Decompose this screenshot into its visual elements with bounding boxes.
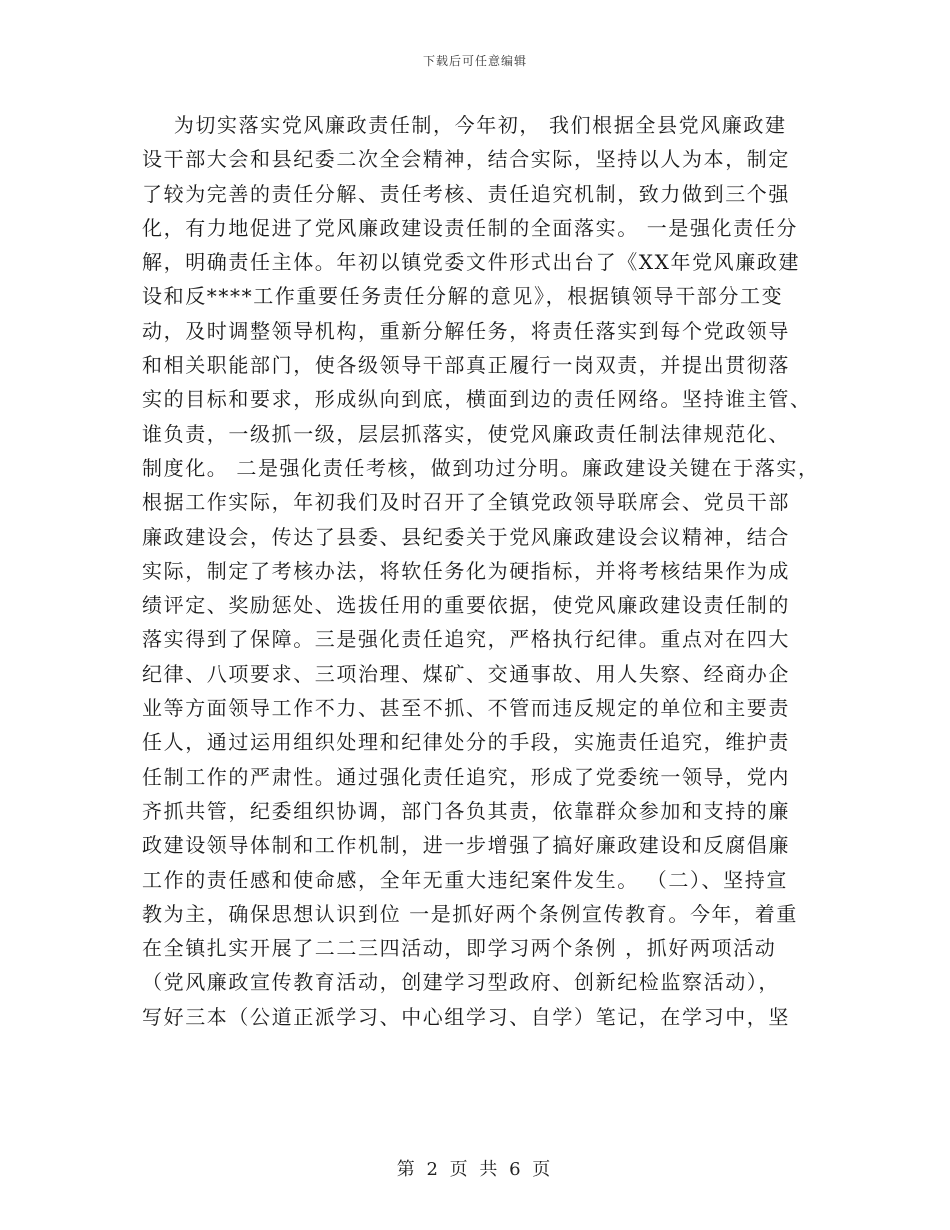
- body-line: （党风廉政宣传教育活动，创建学习型政府、创新纪检监察活动），: [142, 970, 780, 995]
- body-line: 为切实落实党风廉政责任制，今年初， 我们根据全县党风廉政建: [142, 113, 787, 137]
- body-line: 在全镇扎实开展了二二三四活动，即学习两个条例 ，抓好两项活动: [142, 936, 777, 961]
- body-line: 廉政建设会，传达了县委、县纪委关于党风廉政建设会议精神，结合: [142, 524, 790, 549]
- body-line: 了较为完善的责任分解、责任考核、责任追究机制，致力做到三个强: [142, 181, 790, 206]
- body-line: 和相关职能部门，使各级领导干部真正履行一岗双责，并提出贯彻落: [142, 353, 790, 378]
- page-header-note: 下载后可任意编辑: [422, 54, 527, 68]
- body-line: 落实得到了保障。三是强化责任追究，严格执行纪律。重点对在四大: [142, 627, 790, 652]
- body-line: 化，有力地促进了党风廉政建设责任制的全面落实。 一是强化责任分: [142, 215, 798, 240]
- body-line: 任制工作的严肃性。通过强化责任追究，形成了党委统一领导，党内: [142, 764, 790, 789]
- body-line: 工作的责任感和使命感，全年无重大违纪案件发生。 （二）、坚持宣: [142, 867, 788, 892]
- page-number-footer: 第 2 页 共 6 页: [396, 1159, 554, 1180]
- body-line: 绩评定、奖励惩处、选拔任用的重要依据，使党风廉政建设责任制的: [142, 593, 790, 618]
- body-line: 教为主，确保思想认识到位 一是抓好两个条例宣传教育。今年，着重: [142, 901, 798, 926]
- body-line: 解，明确责任主体。年初以镇党委文件形式出台了《XX年党风廉政建: [142, 250, 801, 275]
- body-line: 业等方面领导工作不力、甚至不抓、不管而违反规定的单位和主要责: [142, 696, 790, 721]
- body-line: 任人，通过运用组织处理和纪律处分的手段，实施责任追究，维护责: [142, 730, 790, 755]
- body-line: 齐抓共管，纪委组织协调，部门各负其责，依靠群众参加和支持的廉: [142, 798, 790, 823]
- body-line: 设干部大会和县纪委二次全会精神，结合实际，坚持以人为本，制定: [142, 147, 790, 172]
- body-line: 制度化。 二是强化责任考核，做到功过分明。廉政建设关键在于落实，: [142, 455, 820, 480]
- body-line: 政建设领导体制和工作机制，进一步增强了搞好廉政建设和反腐倡廉: [142, 833, 790, 858]
- body-line: 设和反****工作重要任务责任分解的意见》，根据镇领导干部分工变: [142, 284, 784, 309]
- body-line: 动，及时调整领导机构，重新分解任务，将责任落实到每个党政领导: [142, 318, 790, 343]
- body-line: 谁负责，一级抓一级，层层抓落实，使党风廉政责任制法律规范化、: [142, 421, 790, 446]
- body-line: 纪律、八项要求、三项治理、煤矿、交通事故、用人失察、经商办企: [142, 661, 790, 686]
- body-line: 实际，制定了考核办法，将软任务化为硬指标，并将考核结果作为成: [142, 558, 790, 583]
- document-body: [142, 108, 820, 1034]
- body-line: 根据工作实际，年初我们及时召开了全镇党政领导联席会、党员干部: [142, 490, 790, 515]
- body-line: 写好三本（公道正派学习、中心组学习、自学）笔记，在学习中，坚: [142, 1004, 790, 1029]
- body-line: 实的目标和要求，形成纵向到底，横面到边的责任网络。坚持谁主管、: [142, 387, 812, 412]
